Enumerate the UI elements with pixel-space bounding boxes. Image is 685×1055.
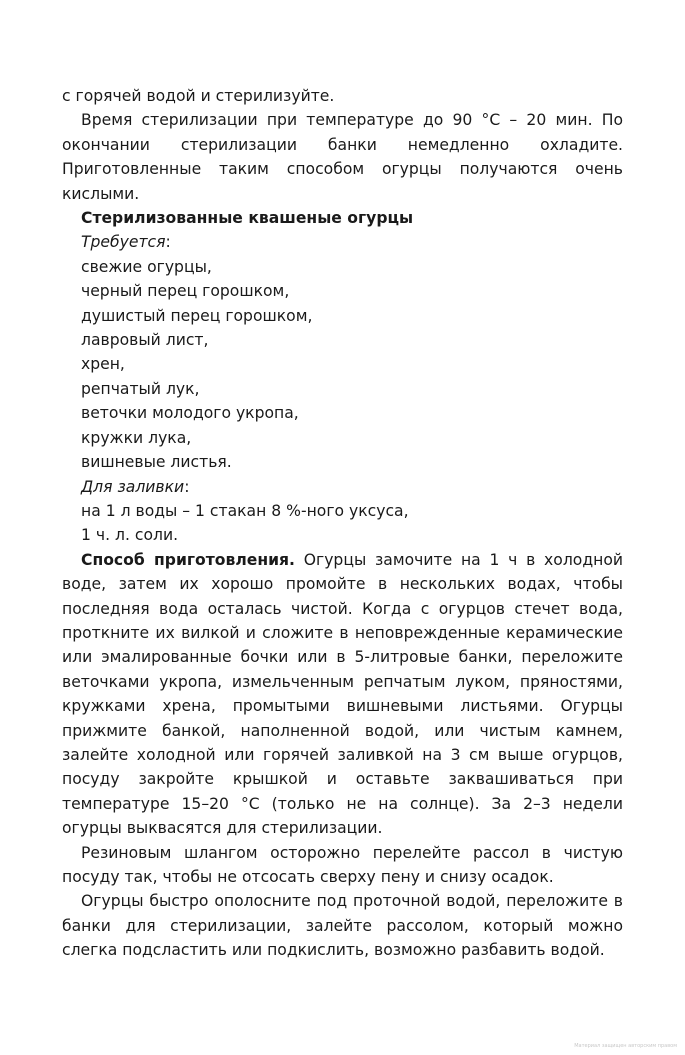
filling-label: Для заливки [81,477,185,496]
ingredient-item: душистый перец горошком, [81,306,313,325]
document-page [62,84,623,963]
filling-item: на 1 л воды – 1 стакан 8 %-ного уксуса, [81,501,409,520]
ingredient-item: репчатый лук, [81,379,200,398]
ingredient-item: лавровый лист, [81,331,209,350]
method-text: Огурцы замочите на 1 ч в холодной воде, затем их хорошо промойте в нескольких водах, чтобы последняя вода осталась чистой. Когда с огурцов стечет вода, проткните их вилкой и сложите в неповрежденные керамические или эмалированные бочки или в 5-литровые банки, переложите веточками укропа, измельченным репчатым луком, пряностями, кружками хрена, промытыми вишневыми листьями. Огурцы прижмите банкой, наполненной водой, или чистым камнем, залейте холодной или горячей заливкой на 3 см выше огурцов, посуду закройте крышкой и оставьте заквашиваться при температуре 15–20 °С (только не на солнце). За 2–3 недели огурцы выквасятся для стерилизации. [62,550,623,838]
ingredient-item: кружки лука, [81,428,192,447]
recipe-heading: Стерилизованные квашеные огурцы [81,209,414,228]
ingredient-item: вишневые листья. [81,453,232,472]
requires-label: Требуется [81,233,166,252]
method-label: Способ приготовления. [81,550,295,569]
filling-line [62,475,623,499]
requires-colon: : [165,233,171,252]
requires-line [62,230,623,254]
filling-colon: : [184,477,190,496]
paragraph-hose: Резиновым шлангом осторожно перелейте рассол в чистую посуду так, чтобы не отсосать сверху пену и снизу осадок. [62,843,623,886]
filling-item: 1 ч. л. соли. [81,526,179,545]
paragraph-method [62,548,623,841]
ingredient-item: черный перец горошком, [81,282,290,301]
ingredient-item: свежие огурцы, [81,257,212,276]
paragraph-continuation: с горячей водой и стерилизуйте. [62,87,335,105]
paragraph-rinse: Огурцы быстро ополосните под проточной водой, переложите в банки для стерилизации, залейте рассолом, который можно слегка подсластить или подкислить, возможно разбавить водой. [62,892,623,960]
ingredient-item: хрен, [81,355,125,374]
copyright-watermark: Материал защищен авторским правом [574,1043,677,1049]
paragraph-sterilization-time: Время стерилизации при температуре до 90 °С – 20 мин. По окончании стерилизации банки немедленно охладите. Приготовленные таким способом огурцы получаются очень кислыми. [62,111,623,203]
ingredient-item: веточки молодого укропа, [81,404,299,423]
